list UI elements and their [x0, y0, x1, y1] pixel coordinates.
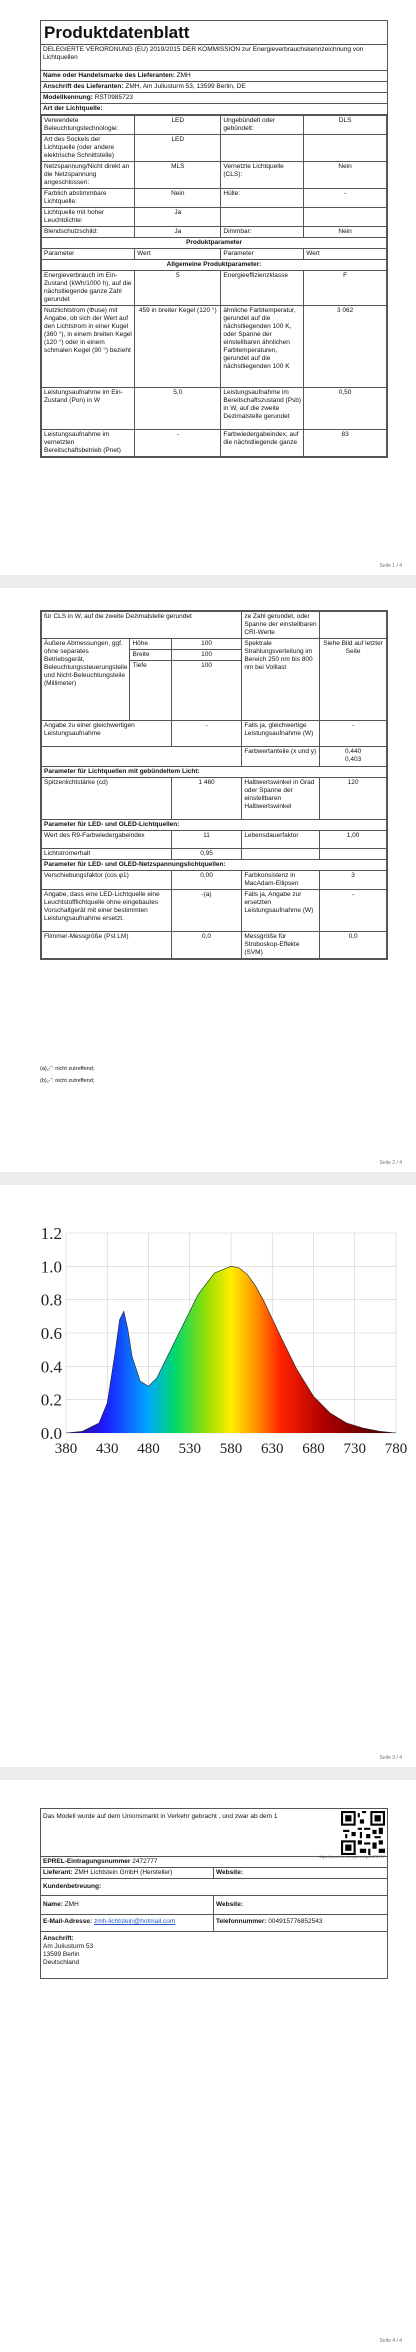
- cell: [304, 208, 387, 227]
- macadam-label: Farbkonsistenz in MacAdam-Ellipsen: [242, 871, 320, 890]
- footnote-a: (a)„-“: nicht zutreffend;: [40, 1066, 95, 1072]
- dim-height-label: Höhe: [130, 639, 171, 650]
- cell: Farbwiedergabeindex, auf die nächstliegende ganze: [221, 430, 304, 457]
- page-1: [0, 0, 416, 575]
- table-row: [42, 162, 387, 189]
- supplier-value: ZMH Lichtstein GmbH (Hersteller): [74, 1869, 173, 1876]
- halfangle-label: Halbwertswinkel in Grad oder Spanne der einstellbaren Halbwertswinkel: [242, 778, 320, 820]
- cell: 459 in breiter Kegel (120 °): [135, 306, 221, 388]
- qr-code-icon[interactable]: [341, 1811, 385, 1855]
- led-heading: Parameter für LED- und OLED-Lichtquellen:: [42, 820, 387, 831]
- general-params-heading: Allgemeine Produktparameter:: [42, 260, 387, 271]
- cell: Farblich abstimmbare Lichtquelle:: [42, 189, 135, 208]
- cell: 5,0: [135, 388, 221, 430]
- life-label: Lebensdauerfaktor: [242, 831, 320, 849]
- r9-value: 11: [171, 831, 242, 849]
- flicker-value: 0,0: [171, 932, 242, 959]
- supplier-label: Lieferant:: [43, 1869, 73, 1876]
- col-param: Parameter: [221, 249, 304, 260]
- page-3: [0, 1185, 416, 1767]
- y-ticks: [41, 1224, 63, 1443]
- page-title: Produktdatenblatt: [41, 21, 387, 45]
- cell: Leistungsaufnahme im vernetzten Bereitschaftsbetrieb (Pnet): [42, 430, 135, 457]
- website-label: Website:: [216, 1869, 243, 1876]
- table-row: [42, 227, 387, 238]
- x-tick-label: 430: [96, 1441, 119, 1457]
- y-tick-label: 1.2: [40, 1224, 62, 1243]
- x-tick-label: 630: [261, 1441, 284, 1457]
- replace-right-value: -: [320, 890, 387, 932]
- cell: [304, 135, 387, 162]
- footnote-b: (b)„-“: nicht zutreffend;: [40, 1078, 95, 1084]
- strobo-value: 0,0: [320, 932, 387, 959]
- cell: Dimmbar:: [221, 227, 304, 238]
- x-ticks: [55, 1441, 408, 1457]
- maint-value: 0,95: [171, 849, 242, 860]
- cell: MLS: [135, 162, 221, 189]
- spectral-label: Spektrale Strahlungsverteilung im Bereich 250 nm bis 800 nm bei Volllast: [242, 639, 320, 721]
- cell: Leistungsaufnahme im Bereitschaftszustand (Psb) in W, auf die zweite Dezimalstelle gerundet: [221, 388, 304, 430]
- y-tick-label: 0.6: [40, 1324, 62, 1343]
- x-tick-label: 530: [178, 1441, 201, 1457]
- r9-label: Wert des R9-Farbwiedergabeindex: [42, 831, 172, 849]
- cell: Ja: [135, 208, 221, 227]
- cell: [221, 135, 304, 162]
- params-table-2: [41, 611, 387, 959]
- table-row: [42, 189, 387, 208]
- table-row: [42, 135, 387, 162]
- phone-label: Telefonnummer:: [216, 1918, 267, 1925]
- cell: Hülle:: [221, 189, 304, 208]
- y-tick-label: 1.0: [40, 1257, 62, 1277]
- col-value: Wert: [135, 249, 221, 260]
- x-tick-label: 780: [384, 1441, 408, 1457]
- table-row: [42, 430, 387, 457]
- cell: Ja: [135, 227, 221, 238]
- equiv-right-label: Falls ja, gleichwertige Leistungsaufnahme (W): [242, 721, 320, 747]
- flicker-label: Flimmer-Messgröße (Pst LM): [42, 932, 172, 959]
- name-label: Name:: [43, 1901, 63, 1908]
- macadam-value: 3: [320, 871, 387, 890]
- lightsource-table: [41, 115, 387, 457]
- dim-height-value: 100: [171, 639, 242, 650]
- cell: LED: [135, 116, 221, 135]
- email-link[interactable]: zmh-lichtstein@hotmail.com: [93, 1918, 176, 1925]
- cell: für CLS in W, auf die zweite Dezimalstelle gerundet: [42, 612, 242, 639]
- cell: Art des Sockels der Lichtquelle (oder andere elektrische Schnittstelle): [42, 135, 135, 162]
- y-tick-label: 0.4: [40, 1357, 62, 1377]
- cell: 3 062: [304, 306, 387, 388]
- spectral-chart: [0, 1185, 416, 1767]
- x-tick-label: 730: [343, 1441, 366, 1457]
- model-id: RST0985723: [94, 94, 133, 101]
- customer-label: Kundenbetreuung:: [43, 1883, 102, 1890]
- cell: 0,50: [304, 388, 387, 430]
- address-label: Anschrift:: [43, 1935, 74, 1942]
- page-2: [0, 588, 416, 1172]
- y-tick-label: 0.8: [40, 1290, 62, 1310]
- equiv-label: Angabe zu einer gleichwertigen Leistungsaufnahme: [42, 721, 172, 747]
- cell: Verwendete Beleuchtungstechnologie:: [42, 116, 135, 135]
- cell: Leistungsaufnahme im Ein-Zustand (Pon) in W: [42, 388, 135, 430]
- equiv-right-value: -: [320, 721, 387, 747]
- cell: DLS: [304, 116, 387, 135]
- table-row: [42, 388, 387, 430]
- dim-width-label: Breite: [130, 650, 171, 661]
- supplier-address-label: Anschrift des Lieferanten:: [43, 83, 124, 90]
- replace-label: Angabe, dass eine LED-Lichtquelle eine Leuchtstofflichtquelle ohne eingebautes Vorschaltgerät mit einer bestimmten Leistungsaufnahme ersetzt.: [42, 890, 172, 932]
- peak-label: Spitzenlichtstärke (cd): [42, 778, 172, 820]
- mains-heading: Parameter für LED- und OLED-Netzspannungslichtquellen:: [42, 860, 387, 871]
- peak-value: 1 460: [171, 778, 242, 820]
- disp-label: Verschiebungsfaktor (cos φ1): [42, 871, 172, 890]
- phone-value: 004915776852543: [268, 1918, 323, 1925]
- cell: F: [304, 271, 387, 306]
- table-row: [42, 116, 387, 135]
- cell: Ungebündelt oder gebündelt:: [221, 116, 304, 135]
- x-tick-label: 480: [137, 1441, 160, 1457]
- chroma-label: Farbwertanteile (x und y): [242, 747, 320, 767]
- supplier-name: ZMH: [176, 72, 191, 79]
- replace-right-label: Falls ja, Angabe zur ersetzten Leistungsaufnahme (W): [242, 890, 320, 932]
- model-label: Modellkennung:: [43, 94, 93, 101]
- halfangle-value: 120: [320, 778, 387, 820]
- page-footer: Seite 3 / 4: [379, 1755, 402, 1761]
- supplier-name-label: Name oder Handelsmarke des Lieferanten:: [43, 72, 175, 79]
- x-tick-label: 380: [54, 1441, 78, 1457]
- cell: Nutzlichtstrom (Φuse) mit Angabe, ob sich der Wert auf den Lichtstrom in einer Kugel (360 °), in einem breiten Kegel (120 °) oder in einem schmalen Kegel (90 °) bezieht: [42, 306, 135, 388]
- cell: -: [135, 430, 221, 457]
- table-row: [42, 271, 387, 306]
- datasheet-page-1: [40, 20, 388, 458]
- cell: Nein: [304, 162, 387, 189]
- page-footer: Seite 2 / 4: [379, 1160, 402, 1166]
- x-tick-label: 580: [219, 1441, 243, 1457]
- equiv-value: -: [171, 721, 242, 747]
- disp-value: 0,00: [171, 871, 242, 890]
- dim-width-value: 100: [171, 650, 242, 661]
- dim-depth-value: 100: [171, 661, 242, 721]
- replace-value: -(a): [171, 890, 242, 932]
- website2-label: Website:: [216, 1901, 243, 1908]
- page-footer: Seite 1 / 4: [379, 563, 402, 569]
- cell: [221, 208, 304, 227]
- eprel-value: 2472777: [132, 1858, 158, 1865]
- cell: Lichtquelle mit hoher Leuchtdichte:: [42, 208, 135, 227]
- email-label: E-Mail-Adresse:: [43, 1918, 93, 1925]
- cell: Blendschutzschild:: [42, 227, 135, 238]
- name-value: ZMH: [64, 1901, 79, 1908]
- table-row: [42, 306, 387, 388]
- spectral-value: Siehe Bild auf letzter Seite: [320, 639, 387, 721]
- product-params-heading: Produktparameter: [42, 238, 387, 249]
- dimensions-label: Äußere Abmessungen, ggf. ohne separates Betriebsgerät, Beleuchtungssteuerungsteile und Nicht-Beleuchtungsteile (Millimeter): [42, 639, 130, 721]
- chroma-x: 0,440: [344, 748, 362, 755]
- contact-sheet: [40, 1808, 388, 1979]
- address-line-1: Am Juliusturm 53: [43, 1943, 94, 1950]
- cell: Netzspannung/Nicht direkt an die Netzspannung angeschlossen:: [42, 162, 135, 189]
- eprel-label: EPREL-Eintragungsnummer: [43, 1858, 131, 1865]
- cell: Energieeffizienzklasse: [221, 271, 304, 306]
- maint-label: Lichtstromerhalt: [42, 849, 172, 860]
- strobo-label: Messgröße für Stroboskop-Effekte (SVM): [242, 932, 320, 959]
- chroma-y: 0,403: [344, 756, 362, 763]
- cell: Vernetzte Lichtquelle (CLS):: [221, 162, 304, 189]
- col-value: Wert: [304, 249, 387, 260]
- address-line-3: Deutschland: [43, 1959, 80, 1966]
- page-footer: Seite 4 / 4: [379, 2338, 402, 2344]
- x-tick-label: 680: [302, 1441, 325, 1457]
- cell: LED: [135, 135, 221, 162]
- market-text: Das Modell wurde auf dem Unionsmarkt in Verkehr gebracht , und zwar ab dem 1: [43, 1813, 278, 1820]
- cell: 83: [304, 430, 387, 457]
- cell: -: [304, 189, 387, 208]
- col-param: Parameter: [42, 249, 135, 260]
- cell: ze Zahl gerundet, oder Spanne der einstellbaren CRI-Werte: [242, 612, 320, 639]
- page-4: [0, 1780, 416, 2352]
- y-tick-label: 0.2: [40, 1390, 62, 1410]
- cell: Nein: [304, 227, 387, 238]
- datasheet-page-2: [40, 610, 388, 960]
- cell: ähnliche Farbtemperatur, gerundet auf die nächstliegenden 100 K, oder Spanne der einstellbaren ähnlichen Farbtemperaturen, gerundet auf die nächstliegenden 100 K: [221, 306, 304, 388]
- life-value: 1,00: [320, 831, 387, 849]
- eprel-url[interactable]: https://eprel.ec.europa.eu/qr/2472777: [318, 1854, 385, 1859]
- directional-heading: Parameter für Lichtquellen mit gebündeltem Licht:: [42, 767, 387, 778]
- lightsource-type-label: Art der Lichtquelle:: [43, 105, 103, 112]
- supplier-address: ZMH, Am Juliusturm 53, 13599 Berlin, DE: [125, 83, 246, 90]
- cell: Energieverbrauch im Ein-Zustand (kWh/1000 h), auf die nächstliegende ganze Zahl gerundet: [42, 271, 135, 306]
- regulation-text: DELEGIERTE VERORDNUNG (EU) 2019/2015 DER KOMMISSION zur Energieverbrauchskennzeichnung von Lichtquellen: [43, 46, 364, 61]
- address-line-2: 13599 Berlin: [43, 1951, 80, 1958]
- cell: 5: [135, 271, 221, 306]
- dim-depth-label: Tiefe: [130, 661, 171, 721]
- y-tick-label: 0.0: [40, 1424, 62, 1443]
- table-row: [42, 208, 387, 227]
- cell: Nein: [135, 189, 221, 208]
